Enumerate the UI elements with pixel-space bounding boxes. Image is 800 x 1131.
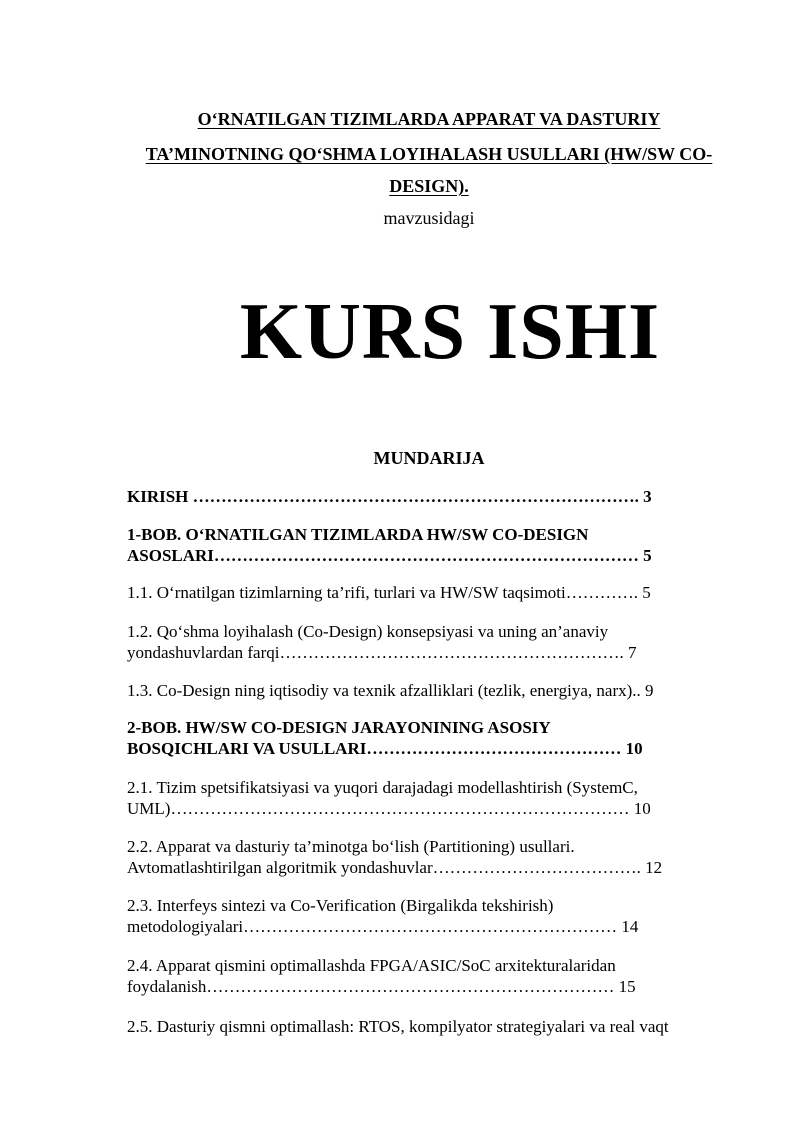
toc-line: Avtomatlashtirilgan algoritmik yondashuvlar………………………………. 12 (127, 858, 663, 877)
document-title-line-1: O‘RNATILGAN TIZIMLARDA APPARAT VA DASTURIY (197, 109, 661, 129)
toc-item-2-5 (127, 1016, 727, 1037)
document-subtitle: mavzusidagi (383, 208, 475, 228)
toc-line: 2.2. Apparat va dasturiy ta’minotga bo‘lish (Partitioning) usullari. (127, 837, 575, 856)
document-title-line-2: TA’MINOTNING QO‘SHMA LOYIHALASH USULLARI (HW/SW CO- (145, 144, 713, 164)
toc-line: KIRISH ……………………………………………………………………. 3 (127, 487, 652, 506)
toc-line: 2.3. Interfeys sintezi va Co-Verification (Birgalikda tekshirish) (127, 896, 554, 915)
toc-item-2-4 (127, 955, 727, 997)
toc-line: 2-BOB. HW/SW CO-DESIGN JARAYONINING ASOSIY (127, 718, 551, 737)
toc-line: UML)……………………………………………………………………… 10 (127, 799, 651, 818)
toc-line: foydalanish……………………………………………………………… 15 (127, 977, 636, 996)
toc-item-1-3 (127, 680, 727, 701)
toc-item-kirish (127, 486, 727, 507)
toc-item-chapter-2 (127, 717, 727, 759)
toc-item-2-2 (127, 836, 727, 878)
toc-line: BOSQICHLARI VA USULLARI……………………………………… 10 (127, 739, 643, 758)
toc-item-2-3 (127, 895, 727, 937)
toc-line: 1.2. Qo‘shma loyihalash (Co-Design) konsepsiyasi va uning an’anaviy (127, 622, 609, 641)
toc-line: 2.4. Apparat qismini optimallashda FPGA/ASIC/SoC arxitekturalaridan (127, 956, 616, 975)
toc-item-chapter-1 (127, 524, 727, 566)
toc-line: 1-BOB. O‘RNATILGAN TIZIMLARDA HW/SW CO-DESIGN (127, 525, 589, 544)
toc-title: MUNDARIJA (373, 448, 485, 468)
toc-item-1-2 (127, 621, 727, 663)
document-title-line-3: DESIGN). (389, 176, 469, 196)
toc-item-1-1 (127, 582, 727, 603)
toc-line: metodologiyalari………………………………………………………… 14 (127, 917, 639, 936)
toc-line: 2.5. Dasturiy qismni optimallash: RTOS, kompilyator strategiyalari va real vaqt (127, 1017, 669, 1036)
toc-item-2-1 (127, 777, 727, 819)
toc-line: 2.1. Tizim spetsifikatsiyasi va yuqori darajadagi modellashtirish (SystemC, (127, 778, 638, 797)
document-heading: KURS ISHI (239, 288, 661, 376)
toc-line: 1.3. Co-Design ning iqtisodiy va texnik afzalliklari (tezlik, energiya, narx).. 9 (127, 681, 654, 700)
toc-line: 1.1. O‘rnatilgan tizimlarning ta’rifi, turlari va HW/SW taqsimoti…………. 5 (127, 583, 651, 602)
toc-line: yondashuvlardan farqi……………………………………………………. 7 (127, 643, 637, 662)
toc-line: ASOSLARI………………………………………………………………… 5 (127, 546, 652, 565)
